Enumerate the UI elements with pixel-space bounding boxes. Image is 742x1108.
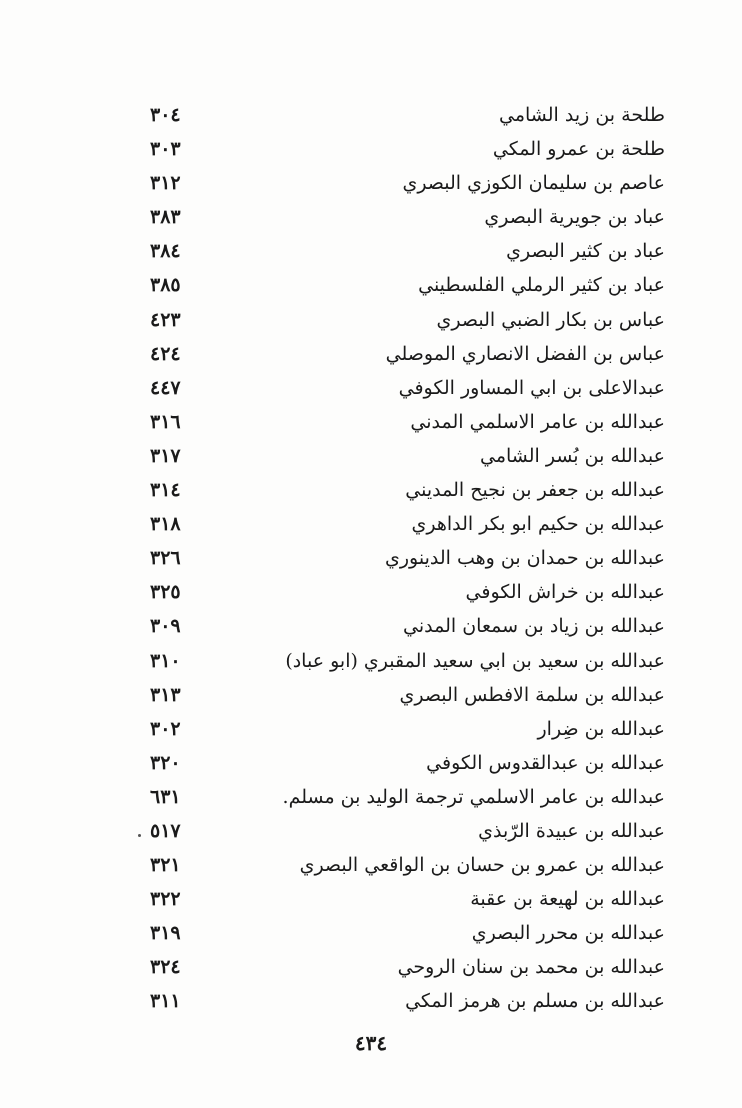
entry-name: عباد بن كثير البصري [506,240,665,263]
entry-page-number: ٣١٦ [150,410,181,433]
entry-page-number: ٣٠٣ [150,138,181,161]
entry-name: عبدالله بن لهيعة بن عقبة [470,888,665,911]
index-entry [150,507,665,541]
entry-page-number: ٣١٢ [150,172,181,195]
index-entry [150,439,665,473]
entry-name: عبدالله بن عبدالقدوس الكوفي [426,751,665,774]
entry-name: عبدالله بن حمدان بن وهب الدينوري [385,547,665,570]
index-entry [150,916,665,950]
entry-name: عباس بن بكار الضبي البصري [436,308,665,331]
index-entry [150,712,665,746]
entry-page-number: ٣٢٤ [150,956,181,979]
index-entry [150,132,665,166]
entry-name: عباد بن جويرية البصري [484,206,665,229]
entry-name: عبدالله بن مسلم بن هرمز المكي [405,990,665,1013]
entry-page-number: ٥١٧ [150,819,181,842]
entry-name: عبدالله بن عبيدة الرّبذي [478,819,665,842]
entry-page-number: ٣٠٢ [150,717,181,740]
entry-page-number: ٣٠٩ [150,615,181,638]
index-entry [150,984,665,1018]
index-entry [150,234,665,268]
entry-page-number: ٣١١ [150,990,181,1013]
entry-page-number: ٤٢٣ [150,308,181,331]
entry-name: عبدالله بن عمرو بن حسان بن الواقعي البصري [299,854,665,877]
entry-name: عباس بن الفضل الانصاري الموصلي [385,342,665,365]
entry-page-number: ٣١٤ [150,479,181,502]
index-entry [150,609,665,643]
entry-page-number: ٤٤٧ [150,376,181,399]
entry-page-number: ٣١٨ [150,513,181,536]
index-entry [150,473,665,507]
entry-name: عبدالله بن سعيد بن ابي سعيد المقبري (ابو عباد) [285,649,665,672]
entry-name: عبدالله بن محرر البصري [471,922,665,945]
margin-dot-mark [138,834,141,837]
entry-page-number: ٣١٧ [150,444,181,467]
entry-page-number: ٣٠٤ [150,104,181,126]
entry-name: طلحة بن زيد الشامي [499,104,665,126]
entry-page-number: ٣٢٢ [150,888,181,911]
entry-page-number: ٣٨٣ [150,206,181,229]
index-entry [150,644,665,678]
entry-page-number: ٣١٣ [150,683,181,706]
index-entry [150,746,665,780]
entry-name: عبدالله بن زياد بن سمعان المدني [403,615,665,638]
entry-page-number: ٤٢٤ [150,342,181,365]
entry-name: عبدالاعلى بن ابي المساور الكوفي [398,376,665,399]
entry-name: عبدالله بن عامر الاسلمي ترجمة الوليد بن مسلم. [282,785,665,808]
index-entry [150,950,665,984]
index-entry [150,541,665,575]
entry-name: عباد بن كثير الرملي الفلسطيني [418,274,665,297]
entry-name: عبدالله بن عامر الاسلمي المدني [410,410,665,433]
entry-name: عبدالله بن خراش الكوفي [465,581,665,604]
entry-name: عاصم بن سليمان الكوزي البصري [402,172,665,195]
entry-name: عبدالله بن حكيم ابو بكر الداهري [411,513,665,536]
index-entry [150,405,665,439]
entry-name: عبدالله بن سلمة الافطس البصري [399,683,665,706]
entry-page-number: ٣٨٤ [150,240,181,263]
index-entry [150,882,665,916]
index-entry [150,371,665,405]
index-entry [150,575,665,609]
entry-name: عبدالله بن بُسر الشامي [480,444,665,467]
entry-page-number: ٣٢٥ [150,581,181,604]
page-number: ٤٣٤ [354,1031,388,1055]
entry-page-number: ٣٢٠ [150,751,181,774]
index-entry [150,678,665,712]
entry-page-number: ٣٢٦ [150,547,181,570]
index-list [150,98,665,1019]
entry-name: طلحة بن عمرو المكي [492,138,665,161]
index-entry [150,303,665,337]
index-entry [150,268,665,302]
entry-name: عبدالله بن جعفر بن نجيح المديني [405,479,665,502]
entry-page-number: ٣١٠ [150,649,181,672]
entry-name: عبدالله بن محمد بن سنان الروحي [397,956,665,979]
index-entry [150,780,665,814]
index-entry [150,848,665,882]
entry-name: عبدالله بن ضِرار [537,717,665,740]
index-entry [150,98,665,132]
index-entry [150,814,665,848]
entry-page-number: ٣١٩ [150,922,181,945]
index-entry [150,337,665,371]
entry-page-number: ٣٢١ [150,854,181,877]
entry-page-number: ٣٨٥ [150,274,181,297]
entry-page-number: ٦٣١ [150,785,181,808]
index-entry [150,166,665,200]
index-entry [150,200,665,234]
